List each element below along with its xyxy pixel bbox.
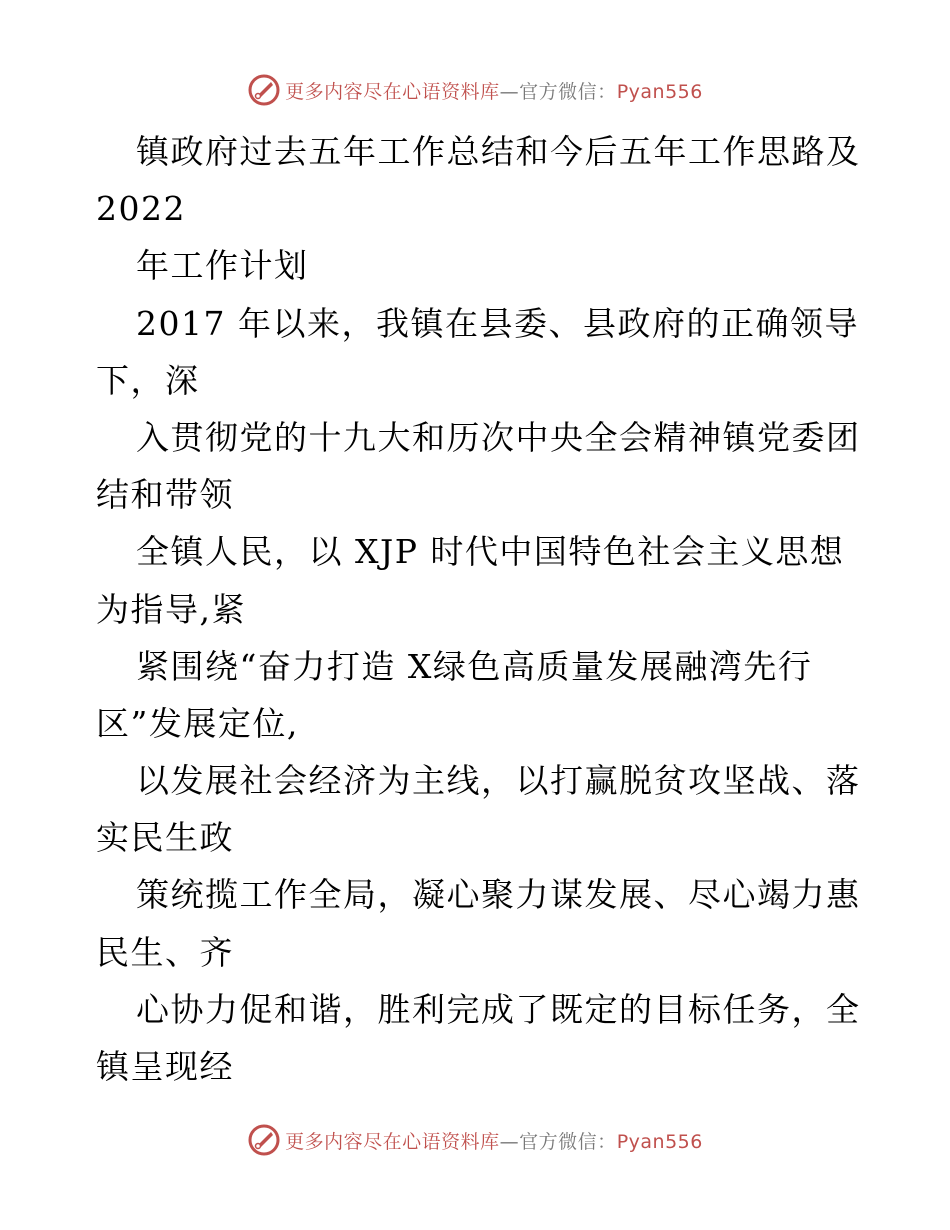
watermark-text [285, 1127, 703, 1154]
watermark-wechat-label: 官方微信： [519, 80, 617, 103]
paragraph-line: 镇呈现经 [96, 1047, 234, 1086]
paragraph-line: 年工作计划 [136, 246, 309, 286]
paragraph-line: 民生、齐 [96, 932, 234, 972]
watermark-brand: 更多内容尽在心语资料库 [285, 80, 500, 103]
watermark-wechat-label: 官方微信： [519, 1130, 617, 1153]
watermark-brand: 更多内容尽在心语资料库 [285, 1130, 500, 1153]
paragraph-line: 入贯彻党的十九大和历次中央全会精神镇党委团 [136, 417, 861, 457]
header-watermark [0, 70, 950, 110]
paragraph-line: 心协力促和谐，胜利完成了既定的目标任务，全 [136, 989, 861, 1029]
paragraph-line: 以发展社会经济为主线，以打赢脱贫攻坚战、落 [136, 761, 861, 801]
paragraph-line: 2022 [96, 189, 186, 229]
paragraph-line: 2017 年以来，我镇在县委、县政府的正确领导 [136, 303, 859, 343]
paragraph-line: 下，深 [96, 360, 200, 400]
paragraph-line: 全镇人民，以 XJP 时代中国特色社会主义思想 [136, 532, 845, 572]
document-body [96, 123, 861, 1095]
watermark-wechat-id: Pyan556 [616, 1130, 703, 1153]
quill-seal-icon [247, 1123, 281, 1157]
watermark-wechat-id: Pyan556 [616, 80, 703, 103]
paragraph-line: 策统揽工作全局，凝心聚力谋发展、尽心竭力惠 [136, 875, 861, 915]
paragraph-line: 镇政府过去五年工作总结和今后五年工作思路及 [136, 132, 861, 171]
footer-watermark [0, 1120, 950, 1160]
watermark-text [285, 77, 703, 104]
paragraph-line: 为指导,紧 [96, 589, 246, 629]
paragraph-line: 实民生政 [96, 818, 234, 858]
paragraph-line: 区”发展定位, [96, 703, 299, 743]
quill-seal-icon [247, 73, 281, 107]
paragraph-line: 紧围绕“奋力打造 X绿色高质量发展融湾先行 [136, 646, 813, 686]
watermark-separator: — [499, 1130, 520, 1153]
watermark-separator: — [499, 80, 520, 103]
paragraph-line: 结和带领 [96, 475, 234, 515]
